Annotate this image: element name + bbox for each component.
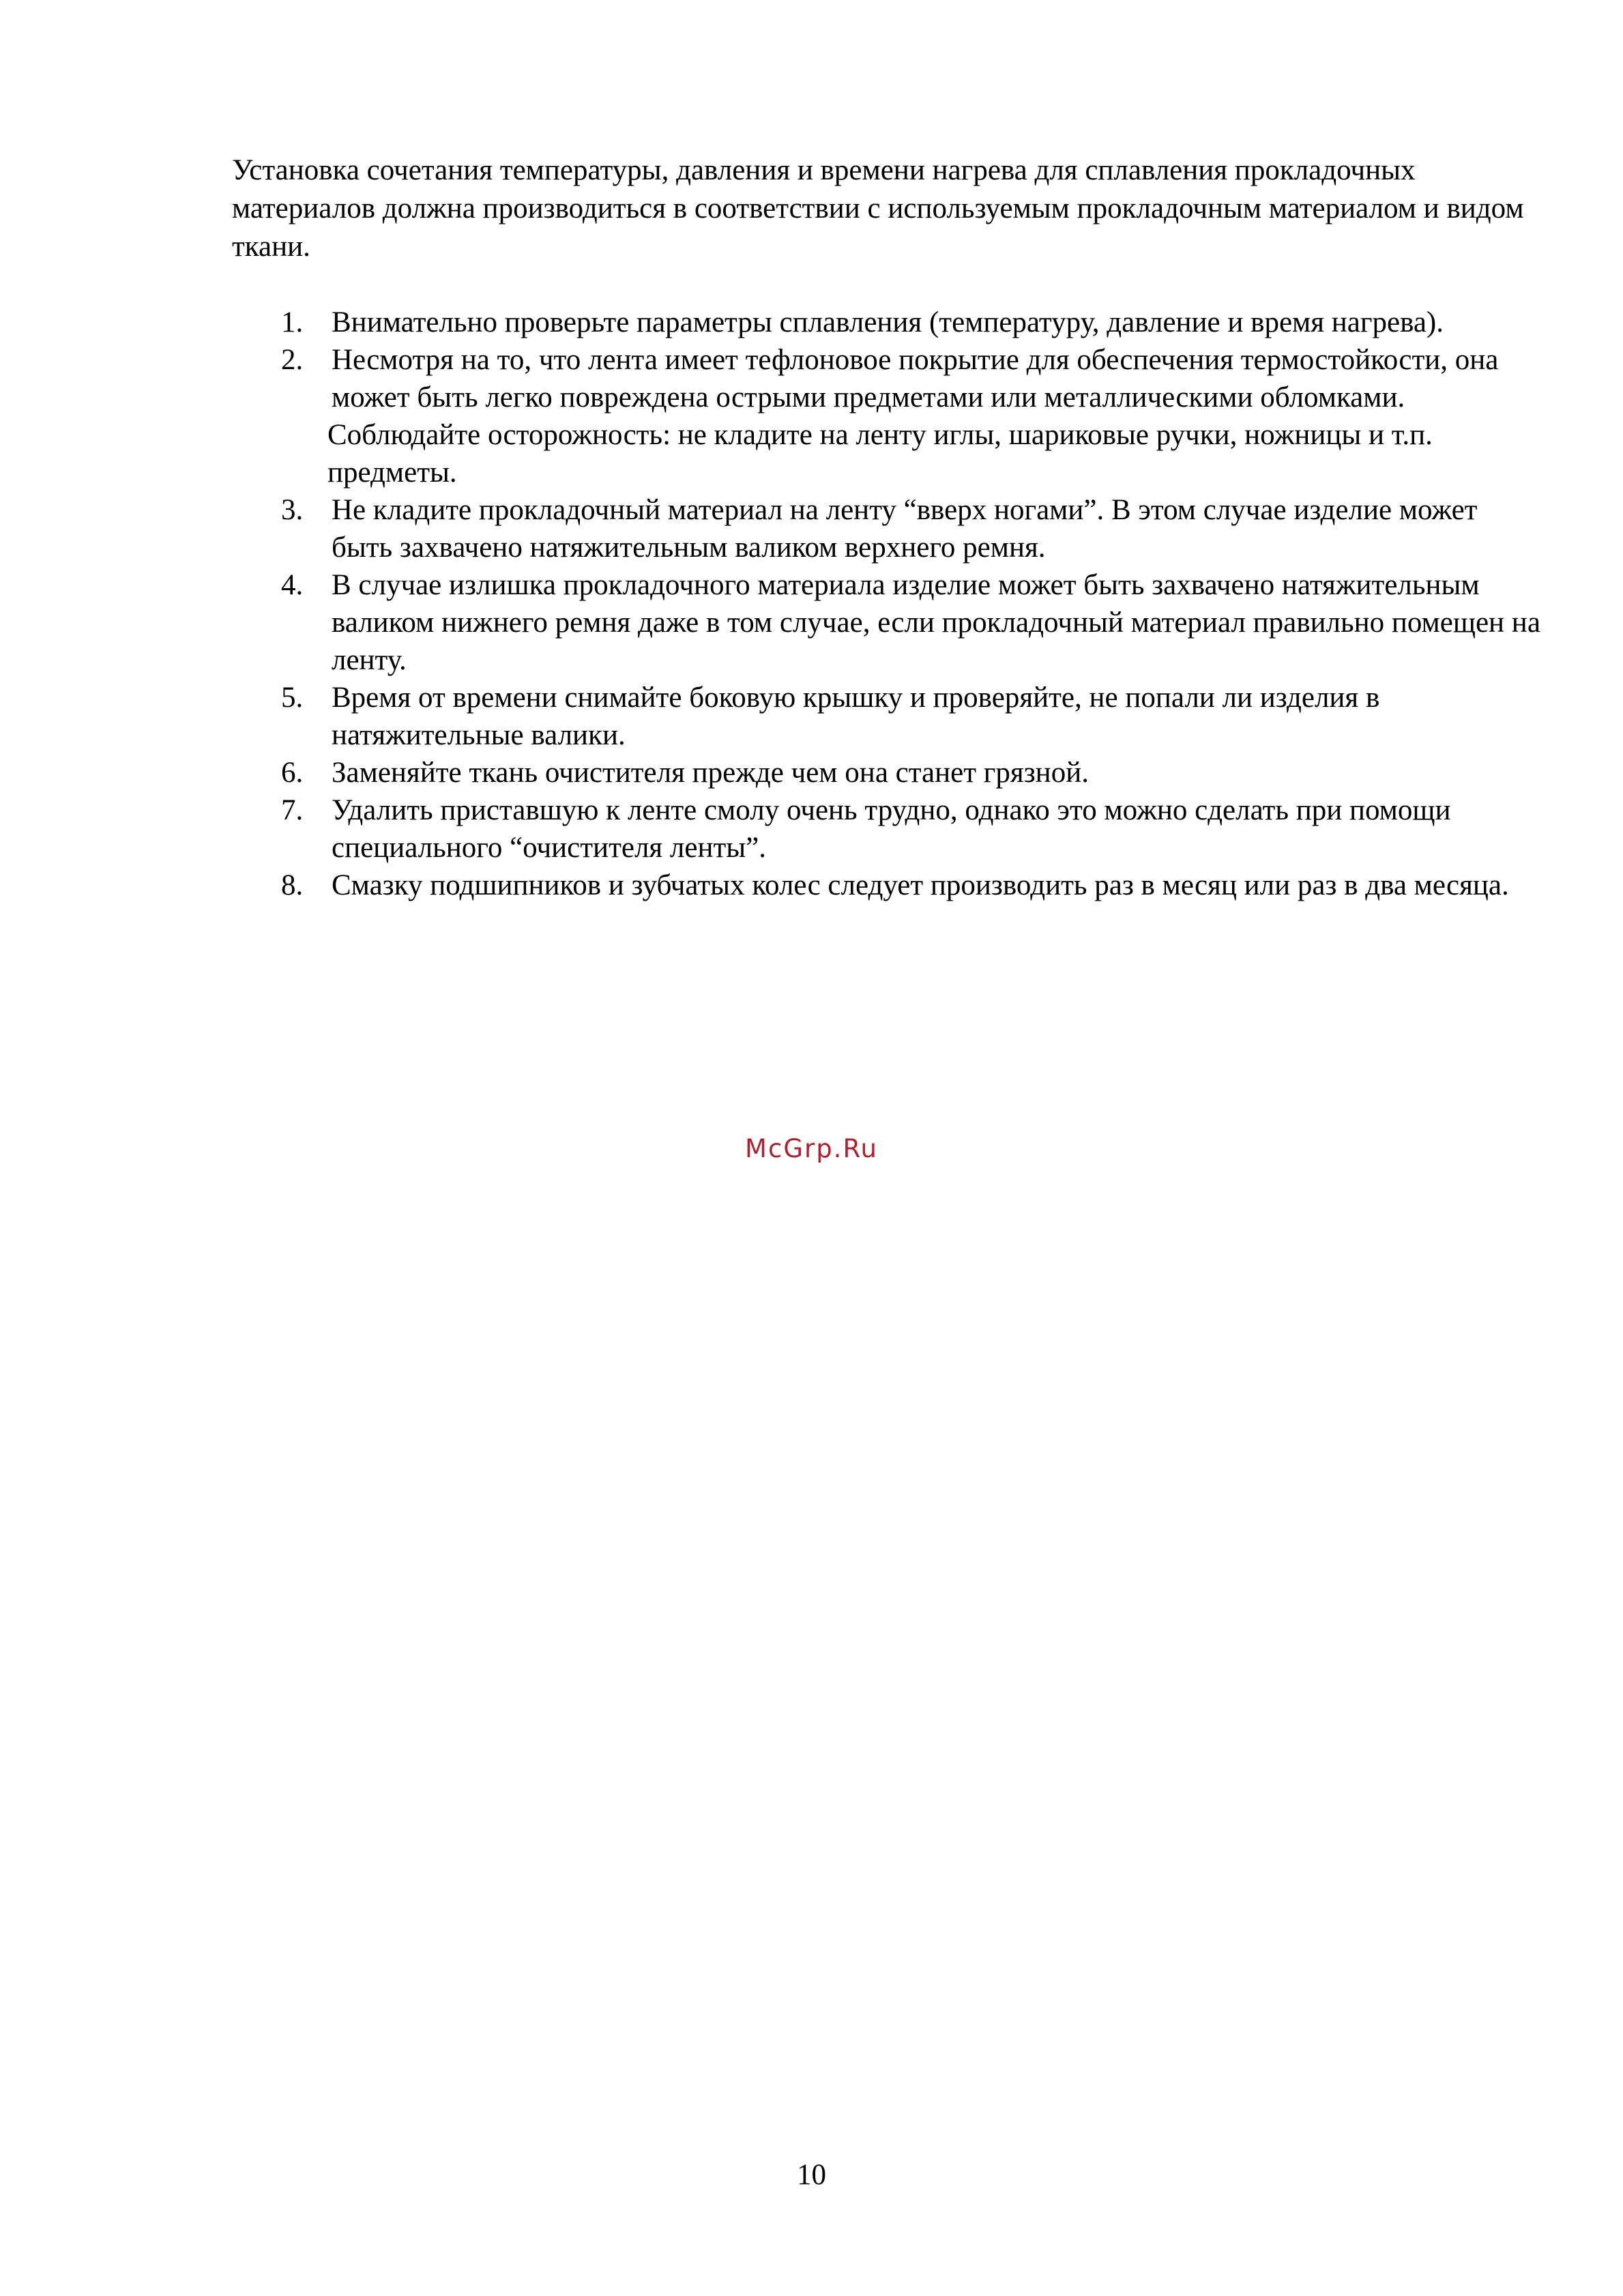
list-item <box>232 341 1542 491</box>
list-item <box>232 754 1542 791</box>
list-item <box>232 867 1542 904</box>
list-item-text: Удалить приставшую к ленте смолу очень трудно, однако это можно сделать при помощи специального “очистителя ленты”. <box>332 794 1451 864</box>
list-item-number: 7. <box>281 794 304 826</box>
list-item <box>232 491 1542 566</box>
list-item-number: 4. <box>281 569 304 601</box>
intro-paragraph: Установка сочетания температуры, давления и времени нагрева для сплавления прокладочных материалов должна производиться в соответствии с используемым прокладочным материалом и видом ткани. <box>232 154 1524 263</box>
list-item-text: Заменяйте ткань очистителя прежде чем она станет грязной. <box>332 757 1089 789</box>
list-item <box>232 304 1542 341</box>
list-item-text: Несмотря на то, что лента имеет тефлоновое покрытие для обеспечения термостойкости, она может быть легко повреждена острыми предметами или металлическими обломками. <box>332 344 1499 413</box>
list-item <box>232 791 1542 867</box>
list-item-text: Не кладите прокладочный материал на ленту “вверх ногами”. В этом случае изделие может быть захвачено натяжительным валиком верхнего ремня. <box>332 494 1478 564</box>
list-item-text: В случае излишка прокладочного материала изделие может быть захвачено натяжительным валиком нижнего ремня даже в том случае, если прокладочный материал правильно помещен на ленту. <box>332 569 1540 676</box>
list-item-number: 2. <box>281 344 304 376</box>
list-item-text: Смазку подшипников и зубчатых колес следует производить раз в месяц или раз в два месяца. <box>332 869 1509 901</box>
page-number: 10 <box>797 2159 826 2191</box>
list-item-number: 3. <box>281 494 304 526</box>
list-item-text: Время от времени снимайте боковую крышку и проверяйте, не попали ли изделия в натяжительные валики. <box>332 682 1380 751</box>
list-item-note: Соблюдайте осторожность: не кладите на ленту иглы, шариковые ручки, ножницы и т.п. предметы. <box>327 419 1433 489</box>
list-item-number: 8. <box>281 869 304 901</box>
watermark-link[interactable]: McGrp.Ru <box>745 1134 878 1163</box>
list-item-number: 5. <box>281 682 304 714</box>
list-item-text: Внимательно проверьте параметры сплавления (температуру, давление и время нагрева). <box>332 306 1444 338</box>
list-item-number: 6. <box>281 757 304 789</box>
instruction-list <box>232 304 1542 904</box>
list-item-number: 1. <box>281 306 304 338</box>
list-item <box>232 679 1542 754</box>
list-item <box>232 566 1542 679</box>
